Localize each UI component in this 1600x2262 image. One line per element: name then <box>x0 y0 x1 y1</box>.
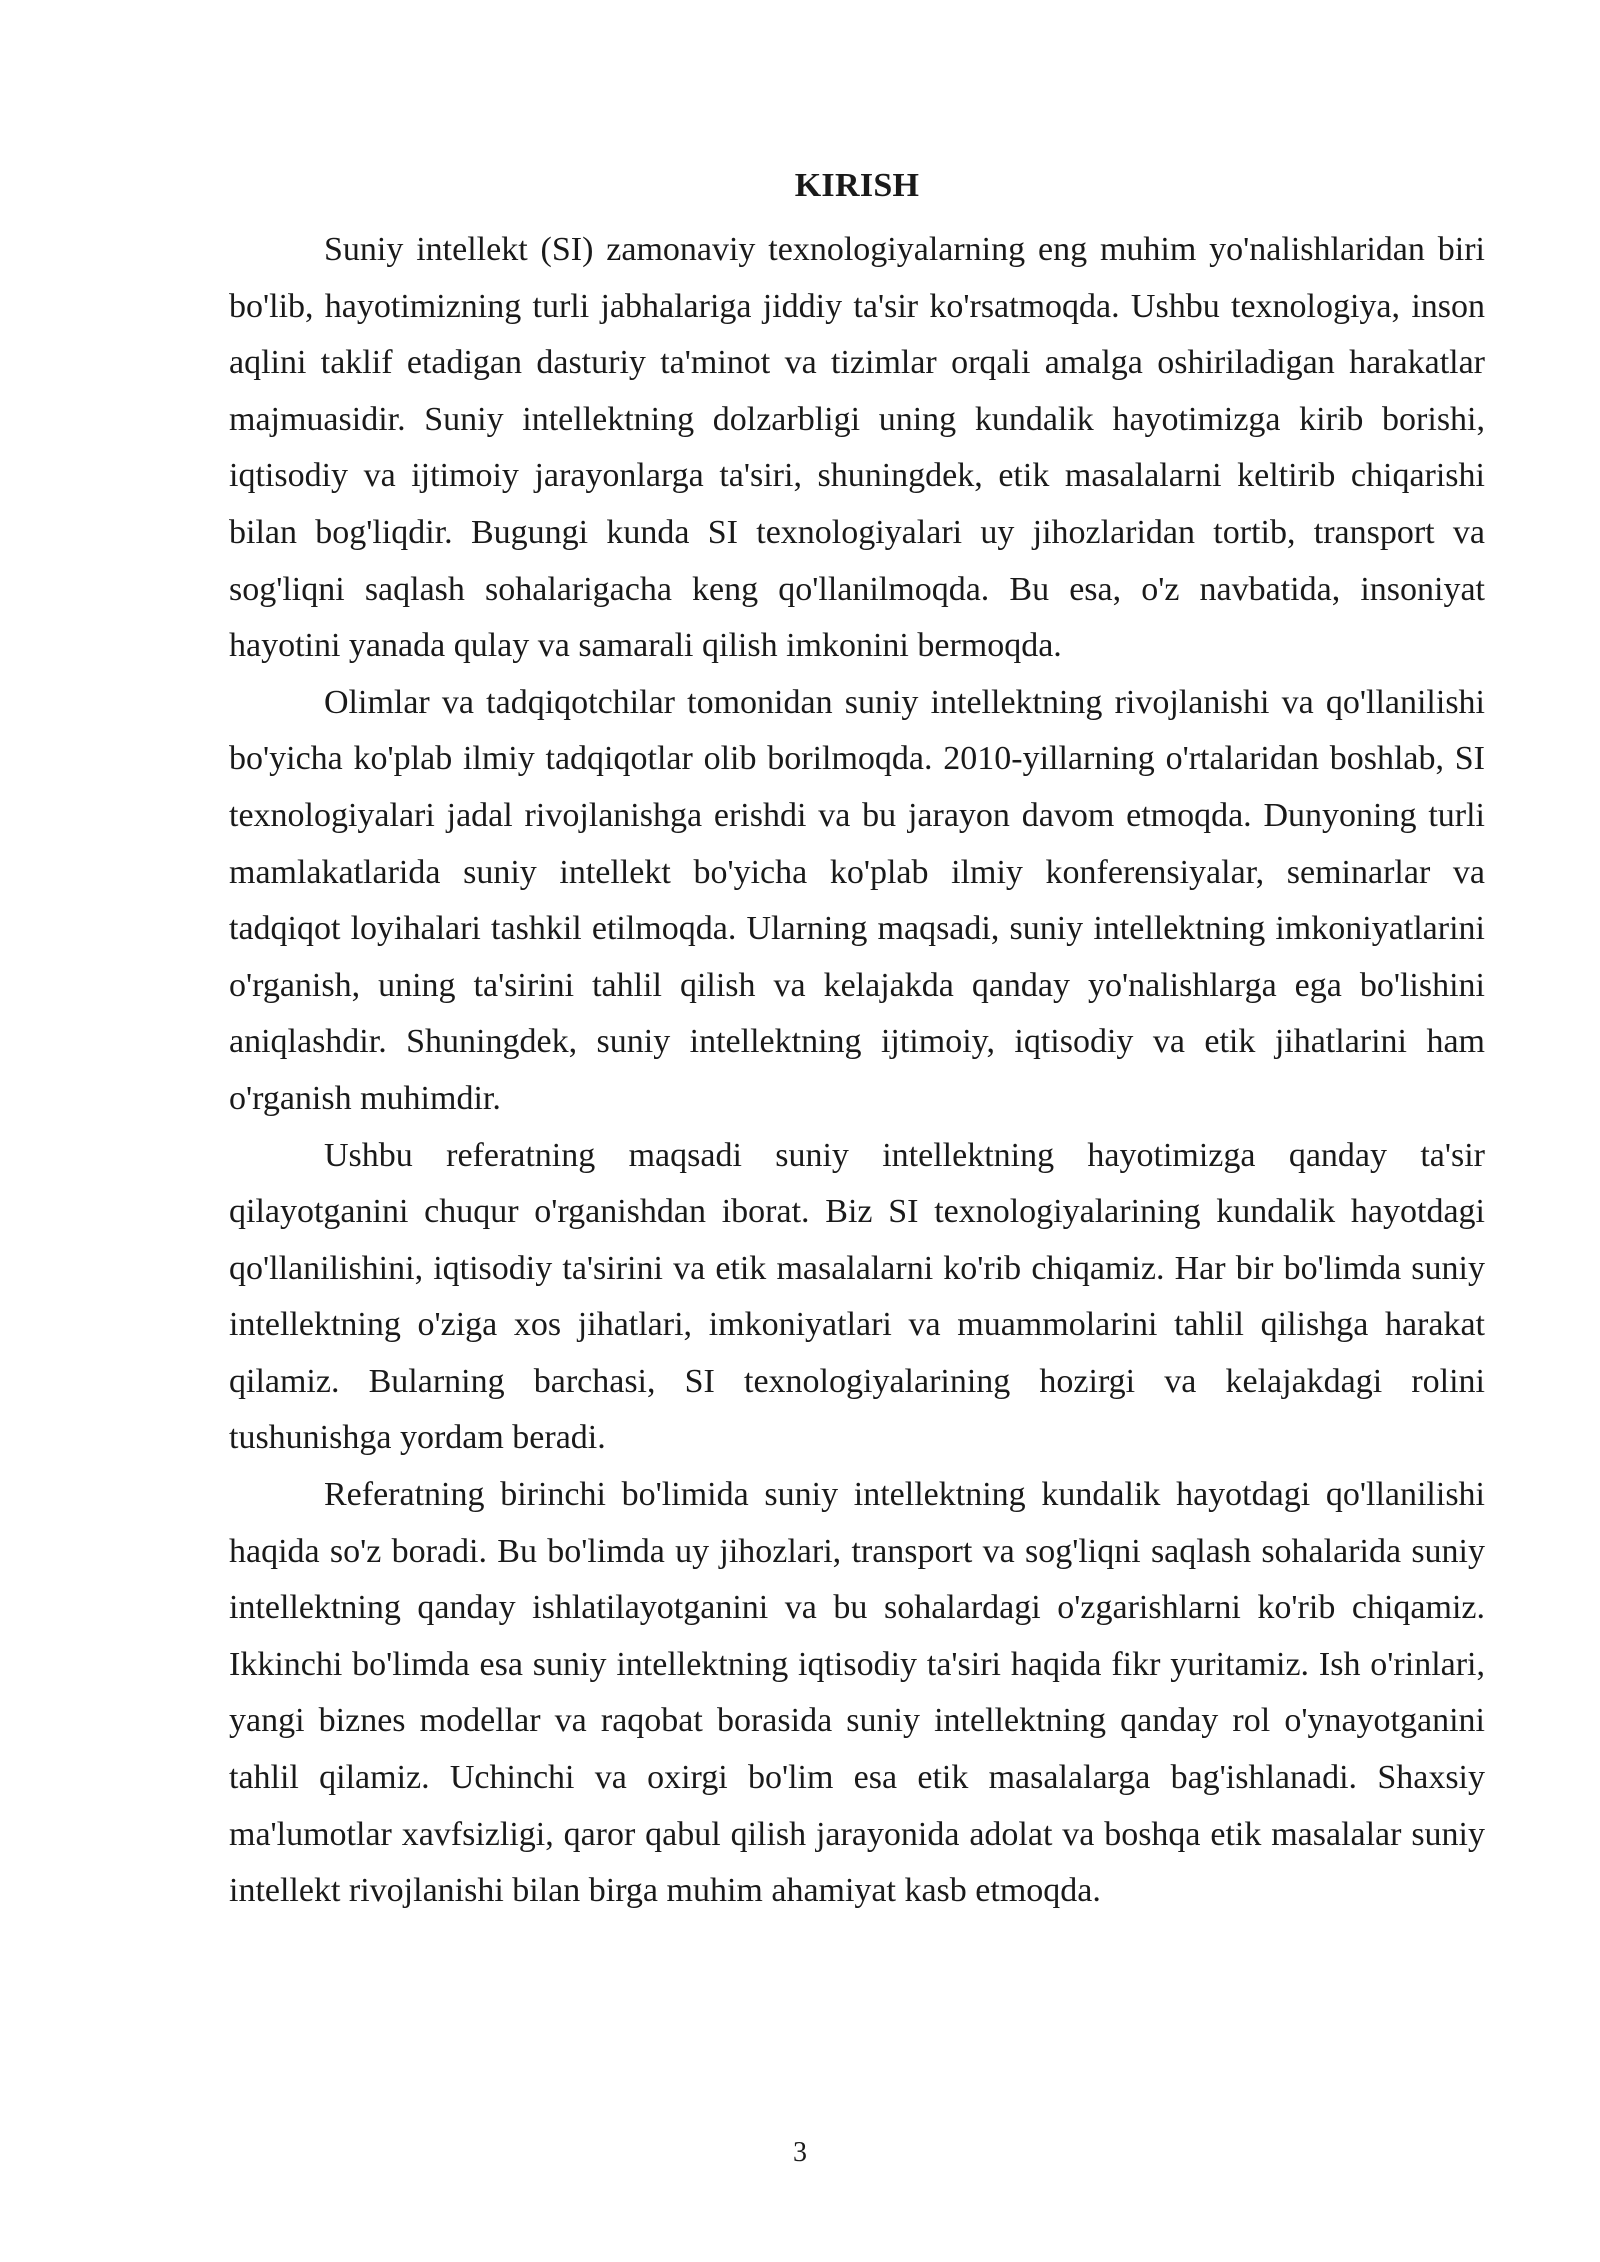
paragraph-1: Suniy intellekt (SI) zamonaviy texnologiyalarning eng muhim yo'nalishlaridan biri bo'lib, hayotimizning turli jabhalariga jiddiy ta'sir ko'rsatmoqda. Ushbu texnologiya, inson aqlini taklif etadigan dasturiy ta'minot va tizimlar orqali amalga oshiriladigan harakatlar majmuasidir. Suniy intellektning dolzarbligi uning kundalik hayotimizga kirib borishi, iqtisodiy va ijtimoiy jarayonlarga ta'siri, shuningdek, etik masalalarni keltirib chiqarishi bilan bog'liqdir. Bugungi kunda SI texnologiyalari uy jihozlaridan tortib, transport va sog'liqni saqlash sohalarigacha keng qo'llanilmoqda. Bu esa, o'z navbatida, insoniyat hayotini yanada qulay va samarali qilish imkonini bermoqda. <box>229 231 1485 665</box>
page-content <box>229 158 1485 1920</box>
paragraph-2: Olimlar va tadqiqotchilar tomonidan suniy intellektning rivojlanishi va qo'llanilishi bo'yicha ko'plab ilmiy tadqiqotlar olib borilmoqda. 2010-yillarning o'rtalaridan boshlab, SI texnologiyalari jadal rivojlanishga erishdi va bu jarayon davom etmoqda. Dunyoning turli mamlakatlarida suniy intellekt bo'yicha ko'plab ilmiy konferensiyalar, seminarlar va tadqiqot loyihalari tashkil etilmoqda. Ularning maqsadi, suniy intellektning imkoniyatlarini o'rganish, uning ta'sirini tahlil qilish va kelajakda qanday yo'nalishlarga ega bo'lishini aniqlashdir. Shuningdek, suniy intellektning ijtimoiy, iqtisodiy va etik jihatlarini ham o'rganish muhimdir. <box>229 683 1485 1117</box>
page-number: 3 <box>793 2137 807 2168</box>
section-heading: KIRISH <box>794 167 920 204</box>
paragraph-4: Referatning birinchi bo'limida suniy intellektning kundalik hayotdagi qo'llanilishi haqida so'z boradi. Bu bo'limda uy jihozlari, transport va sog'liqni saqlash sohalarida suniy intellektning qanday ishlatilayotganini va bu sohalardagi o'zgarishlarni ko'rib chiqamiz. Ikkinchi bo'limda esa suniy intellektning iqtisodiy ta'siri haqida fikr yuritamiz. Ish o'rinlari, yangi biznes modellar va raqobat borasida suniy intellektning qanday rol o'ynayotganini tahlil qilamiz. Uchinchi va oxirgi bo'lim esa etik masalalarga bag'ishlanadi. Shaxsiy ma'lumotlar xavfsizligi, qaror qabul qilish jarayonida adolat va boshqa etik masalalar suniy intellekt rivojlanishi bilan birga muhim ahamiyat kasb etmoqda. <box>229 1476 1485 1910</box>
paragraph-3: Ushbu referatning maqsadi suniy intellektning hayotimizga qanday ta'sir qilayotganini chuqur o'rganishdan iborat. Biz SI texnologiyalarining kundalik hayotdagi qo'llanilishini, iqtisodiy ta'sirini va etik masalalarni ko'rib chiqamiz. Har bir bo'limda suniy intellektning o'ziga xos jihatlari, imkoniyatlari va muammolarini tahlil qilishga harakat qilamiz. Bularning barchasi, SI texnologiyalarining hozirgi va kelajakdagi rolini tushunishga yordam beradi. <box>229 1136 1485 1457</box>
